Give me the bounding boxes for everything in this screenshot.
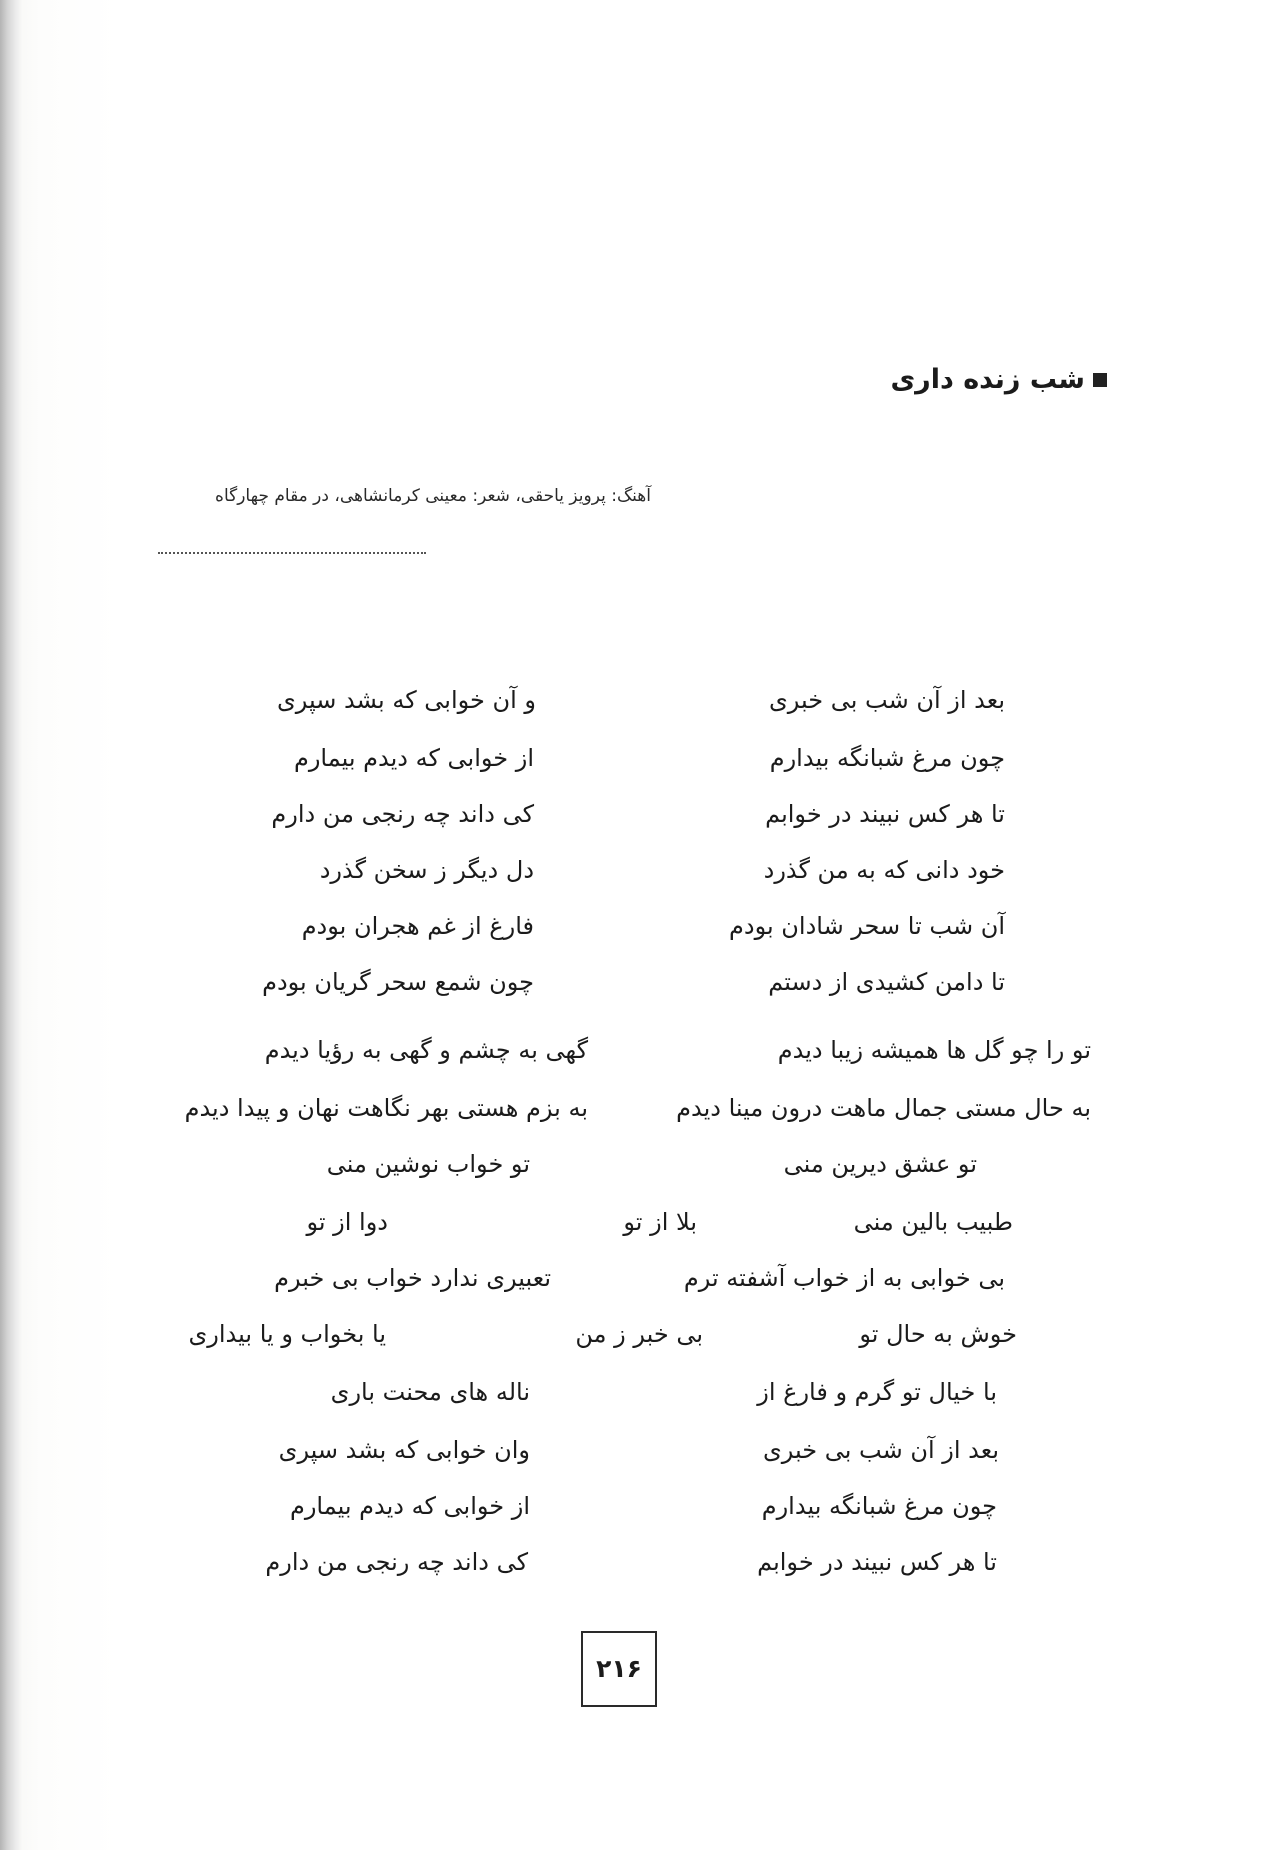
verse-16-right: تا هر کس نبیند در خوابم	[757, 1548, 997, 1576]
verse-14-left: وان خوابی که بشد سپری	[278, 1436, 530, 1464]
page-spine-shadow	[0, 0, 22, 1850]
verse-6-right: تا دامن کشیدی از دستم	[768, 968, 1005, 996]
verse-8-right: به حال مستی جمال ماهت درون مینا دیدم	[676, 1094, 1091, 1122]
dotted-separator	[158, 552, 426, 554]
verse-5-left: فارغ از غم هجران بودم	[301, 912, 534, 940]
verse-13-left: ناله های محنت باری	[330, 1378, 530, 1406]
verse-5-right: آن شب تا سحر شادان بودم	[729, 912, 1005, 940]
verse-2-right: چون مرغ شبانگه بیدارم	[769, 744, 1005, 772]
verse-16-left: کی داند چه رنجی من دارم	[265, 1548, 528, 1576]
verse-15-right: چون مرغ شبانگه بیدارم	[761, 1492, 997, 1520]
verse-4-right: خود دانی که به من گذرد	[763, 856, 1005, 884]
verse-7-right: تو را چو گل ها همیشه زیبا دیدم	[777, 1036, 1091, 1064]
verse-7-left: گهی به چشم و گهی به رؤیا دیدم	[264, 1036, 588, 1064]
song-title: شب زنده داری	[890, 364, 1085, 395]
verse-9-left: تو خواب نوشین منی	[326, 1150, 530, 1178]
verse-11-right: بی خوابی به از خواب آشفته ترم	[683, 1264, 1005, 1292]
verse-6-left: چون شمع سحر گریان بودم	[262, 968, 534, 996]
verse-12-middle: بی خبر ز من	[575, 1320, 703, 1348]
song-title-row	[890, 360, 1107, 400]
verse-10-left: دوا از تو	[306, 1208, 388, 1236]
verse-12-right: خوش به حال تو	[859, 1320, 1017, 1348]
verse-1-left: و آن خوابی که بشد سپری	[277, 686, 536, 714]
verse-3-left: کی داند چه رنجی من دارم	[271, 800, 534, 828]
verse-10-right: طبیب بالین منی	[853, 1208, 1013, 1236]
verse-8-left: به بزم هستی بهر نگاهت نهان و پیدا دیدم	[184, 1094, 588, 1122]
verse-14-right: بعد از آن شب بی خبری	[762, 1436, 999, 1464]
verse-2-left: از خوابی که دیدم بیمارم	[293, 744, 534, 772]
verse-10-middle: بلا از تو	[623, 1208, 697, 1236]
verse-9-right: تو عشق دیرین منی	[783, 1150, 977, 1178]
verse-12-left: یا بخواب و یا بیداری	[188, 1320, 386, 1348]
title-square-marker	[1093, 373, 1107, 387]
verse-4-left: دل دیگر ز سخن گذرد	[319, 856, 534, 884]
verse-3-right: تا هر کس نبیند در خوابم	[765, 800, 1005, 828]
page-number: ۲۱۶	[596, 1654, 642, 1683]
song-credits: آهنگ: پرویز یاحقی، شعر: معینی کرمانشاهی، در مقام چهارگاه	[215, 486, 651, 506]
verse-15-left: از خوابی که دیدم بیمارم	[289, 1492, 530, 1520]
verse-11-left: تعبیری ندارد خواب بی خبرم	[274, 1264, 551, 1292]
page-number-box	[581, 1631, 657, 1707]
verse-1-right: بعد از آن شب بی خبری	[768, 686, 1005, 714]
verse-13-right: با خیال تو گرم و فارغ از	[757, 1378, 997, 1406]
